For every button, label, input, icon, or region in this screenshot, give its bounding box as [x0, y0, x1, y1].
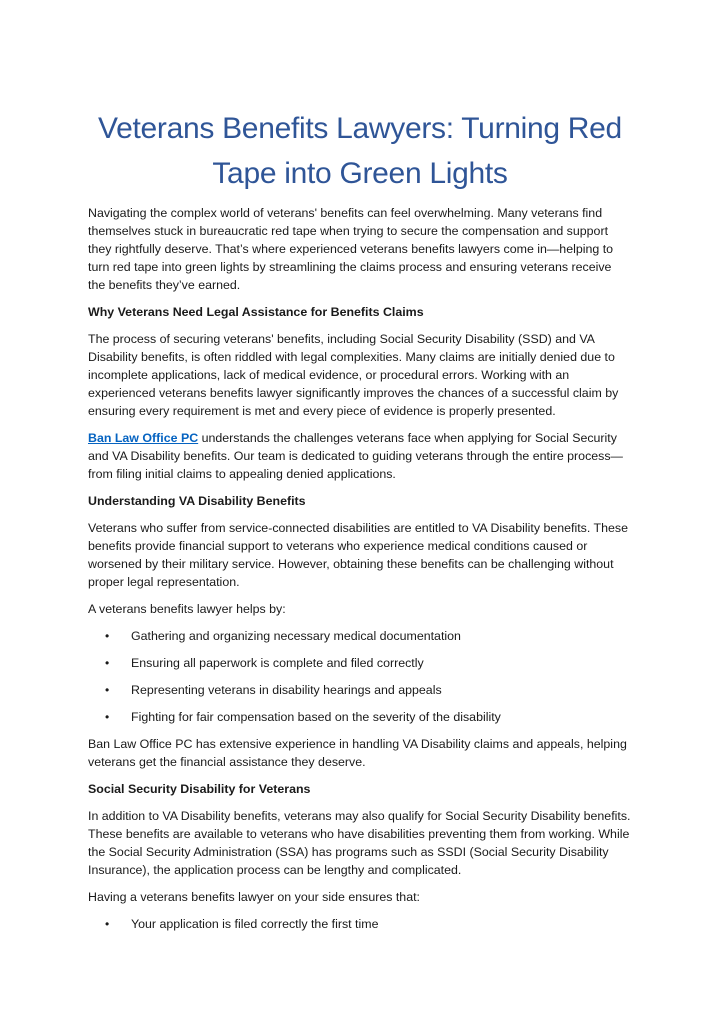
section-heading-legal-assistance: Why Veterans Need Legal Assistance for Benefits Claims — [88, 305, 424, 319]
social-security-paragraph: In addition to VA Disability benefits, veterans may also qualify for Social Security Disability benefits. These benefits are available to veterans who have disabilities preventing them from working. While the Social Security Administration (SSA) has programs such as SSDI (Social Security Disability Insurance), the application process can be lengthy and complicated. — [88, 809, 631, 877]
title-line-1: Veterans Benefits Lawyers: Turning Red — [98, 112, 622, 145]
bullet-icon: • — [105, 629, 110, 643]
list-item — [88, 654, 632, 672]
lawyer-ensures-list — [88, 915, 632, 933]
list-item-text: Ensuring all paperwork is complete and filed correctly — [131, 656, 424, 670]
list-item — [88, 627, 632, 645]
list-item — [88, 681, 632, 699]
list-item-text: Representing veterans in disability hearings and appeals — [131, 683, 442, 697]
section-heading-social-security: Social Security Disability for Veterans — [88, 782, 311, 796]
va-disability-paragraph: Veterans who suffer from service-connected disabilities are entitled to VA Disability benefits. These benefits provide financial support to veterans who experience medical conditions caused or worsened by their military service. However, obtaining these benefits can be challenging without proper legal representation. — [88, 521, 628, 589]
intro-paragraph: Navigating the complex world of veterans' benefits can feel overwhelming. Many veterans find themselves stuck in bureaucratic red tape when trying to secure the compensation and support they rightfully deserve. That’s where experienced veterans benefits lawyers come in—helping to turn red tape into green lights by streamlining the claims process and ensuring veterans receive the benefits they’ve earned. — [88, 206, 614, 292]
lawyer-helps-intro: A veterans benefits lawyer helps by: — [88, 602, 286, 616]
list-item-text: Fighting for fair compensation based on the severity of the disability — [131, 710, 501, 724]
ban-law-experience-paragraph: Ban Law Office PC has extensive experience in handling VA Disability claims and appeals, helping veterans get the financial assistance they deserve. — [88, 737, 627, 769]
ban-law-paragraph-text: understands the challenges veterans face when applying for Social Security and VA Disability benefits. Our team is dedicated to guiding veterans through the entire process—from filing initial claims to appealing denied applications. — [88, 431, 623, 481]
ban-law-office-link[interactable]: Ban Law Office PC — [88, 431, 199, 445]
bullet-icon: • — [105, 656, 110, 670]
page-title — [88, 106, 632, 196]
section-heading-va-disability: Understanding VA Disability Benefits — [88, 494, 306, 508]
ban-law-paragraph — [88, 429, 632, 483]
list-item-text: Gathering and organizing necessary medical documentation — [131, 629, 461, 643]
lawyer-ensures-intro: Having a veterans benefits lawyer on your side ensures that: — [88, 890, 420, 904]
list-item-text: Your application is filed correctly the first time — [131, 917, 379, 931]
lawyer-helps-list — [88, 627, 632, 726]
legal-assistance-paragraph: The process of securing veterans' benefits, including Social Security Disability (SSD) and VA Disability benefits, is often riddled with legal complexities. Many claims are initially denied due to incomplete applications, lack of medical evidence, or procedural errors. Working with an experienced veterans benefits lawyer significantly improves the chances of a successful claim by ensuring every requirement is met and every piece of evidence is properly presented. — [88, 332, 619, 418]
bullet-icon: • — [105, 710, 110, 724]
bullet-icon: • — [105, 683, 110, 697]
list-item — [88, 915, 632, 933]
title-line-2: Tape into Green Lights — [212, 157, 508, 190]
list-item — [88, 708, 632, 726]
bullet-icon: • — [105, 917, 110, 931]
